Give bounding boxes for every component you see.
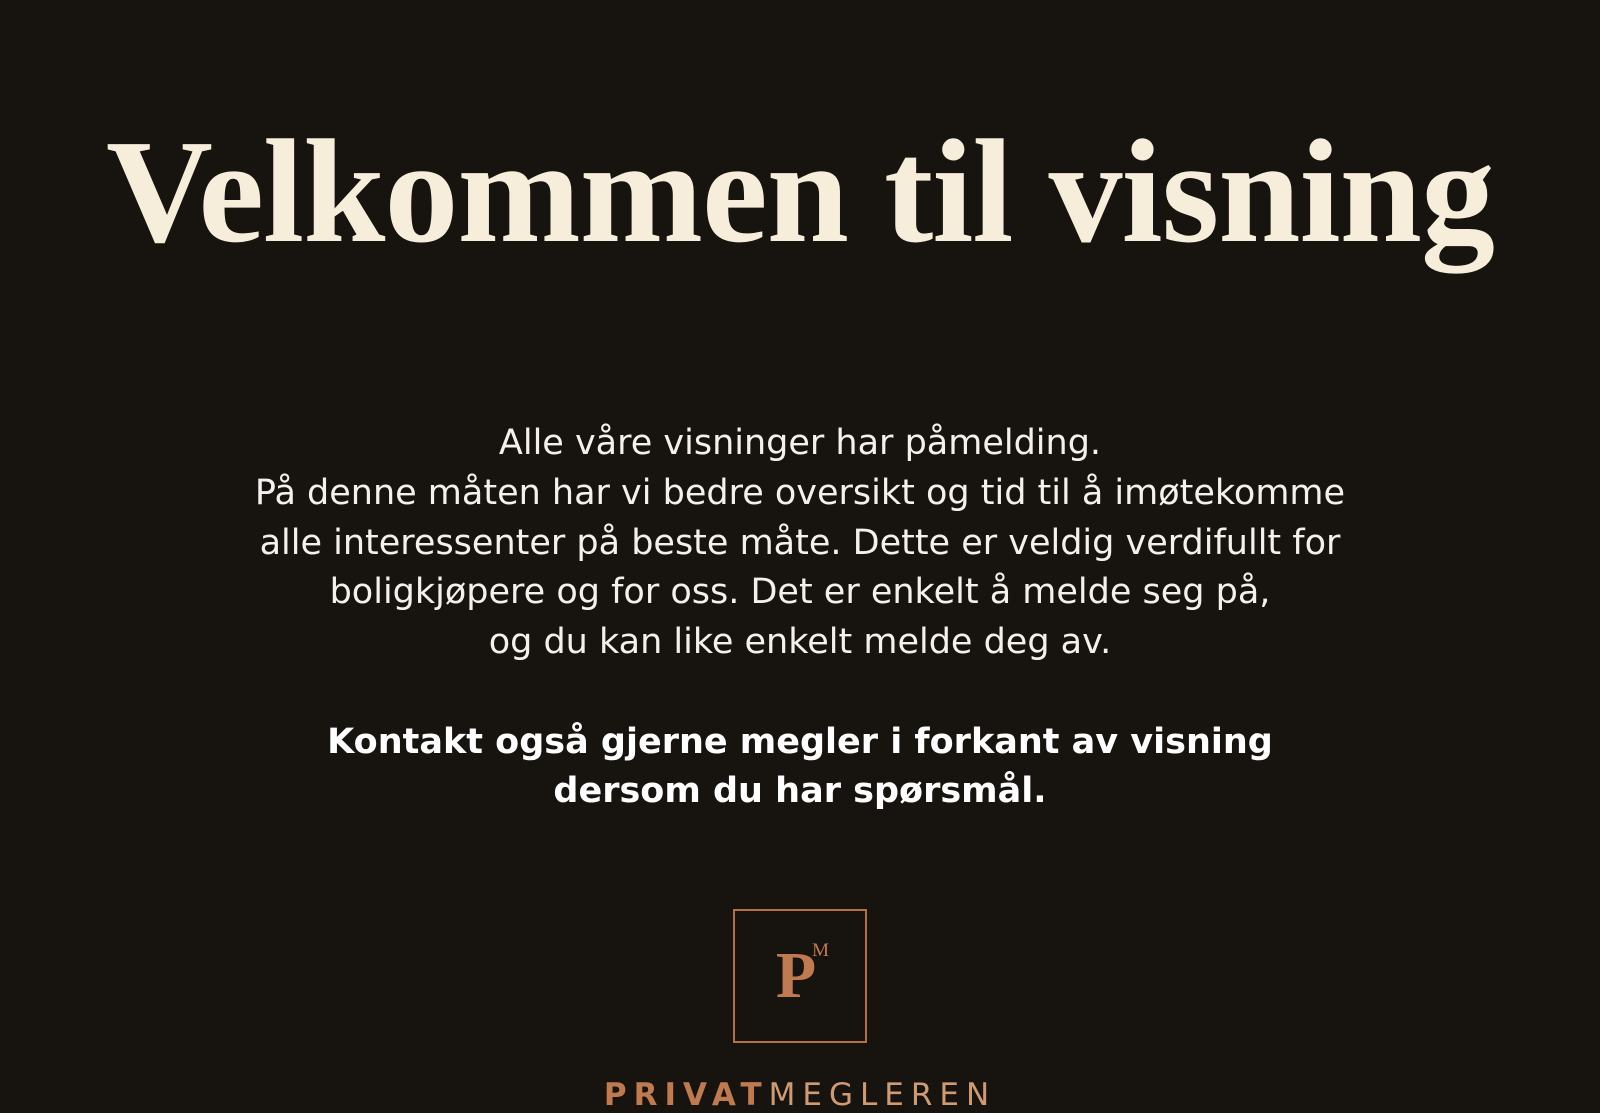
body-copy-line: boligkjøpere og for oss. Det er enkelt å melde seg på, [329, 572, 1271, 613]
privatmegleren-monogram-icon [733, 909, 867, 1043]
emphasis-copy-line: Kontakt også gjerne megler i forkant av visning [327, 721, 1273, 762]
page-title: Velkommen til visning [106, 110, 1494, 274]
brand-logo [604, 909, 996, 1113]
brand-wordmark-bold: PRIVAT [603, 1076, 769, 1113]
body-copy-line: Alle våre visninger har påmelding. [498, 423, 1102, 464]
monogram-superscript: M [812, 939, 829, 961]
body-copy-line: og du kan like enkelt melde deg av. [488, 621, 1112, 662]
body-copy-line: alle interessenter på beste måte. Dette er veldig verdifullt for [259, 522, 1341, 563]
brand-wordmark-light: MEGLEREN [768, 1076, 997, 1113]
emphasis-copy-line: dersom du har spørsmål. [553, 771, 1047, 812]
monogram-letter: P [775, 938, 817, 1012]
body-copy-line: På denne måten har vi bedre oversikt og tid til å imøtekomme [254, 472, 1346, 513]
body-copy [255, 419, 1345, 667]
emphasis-copy [327, 718, 1273, 817]
brand-wordmark [604, 1077, 996, 1113]
